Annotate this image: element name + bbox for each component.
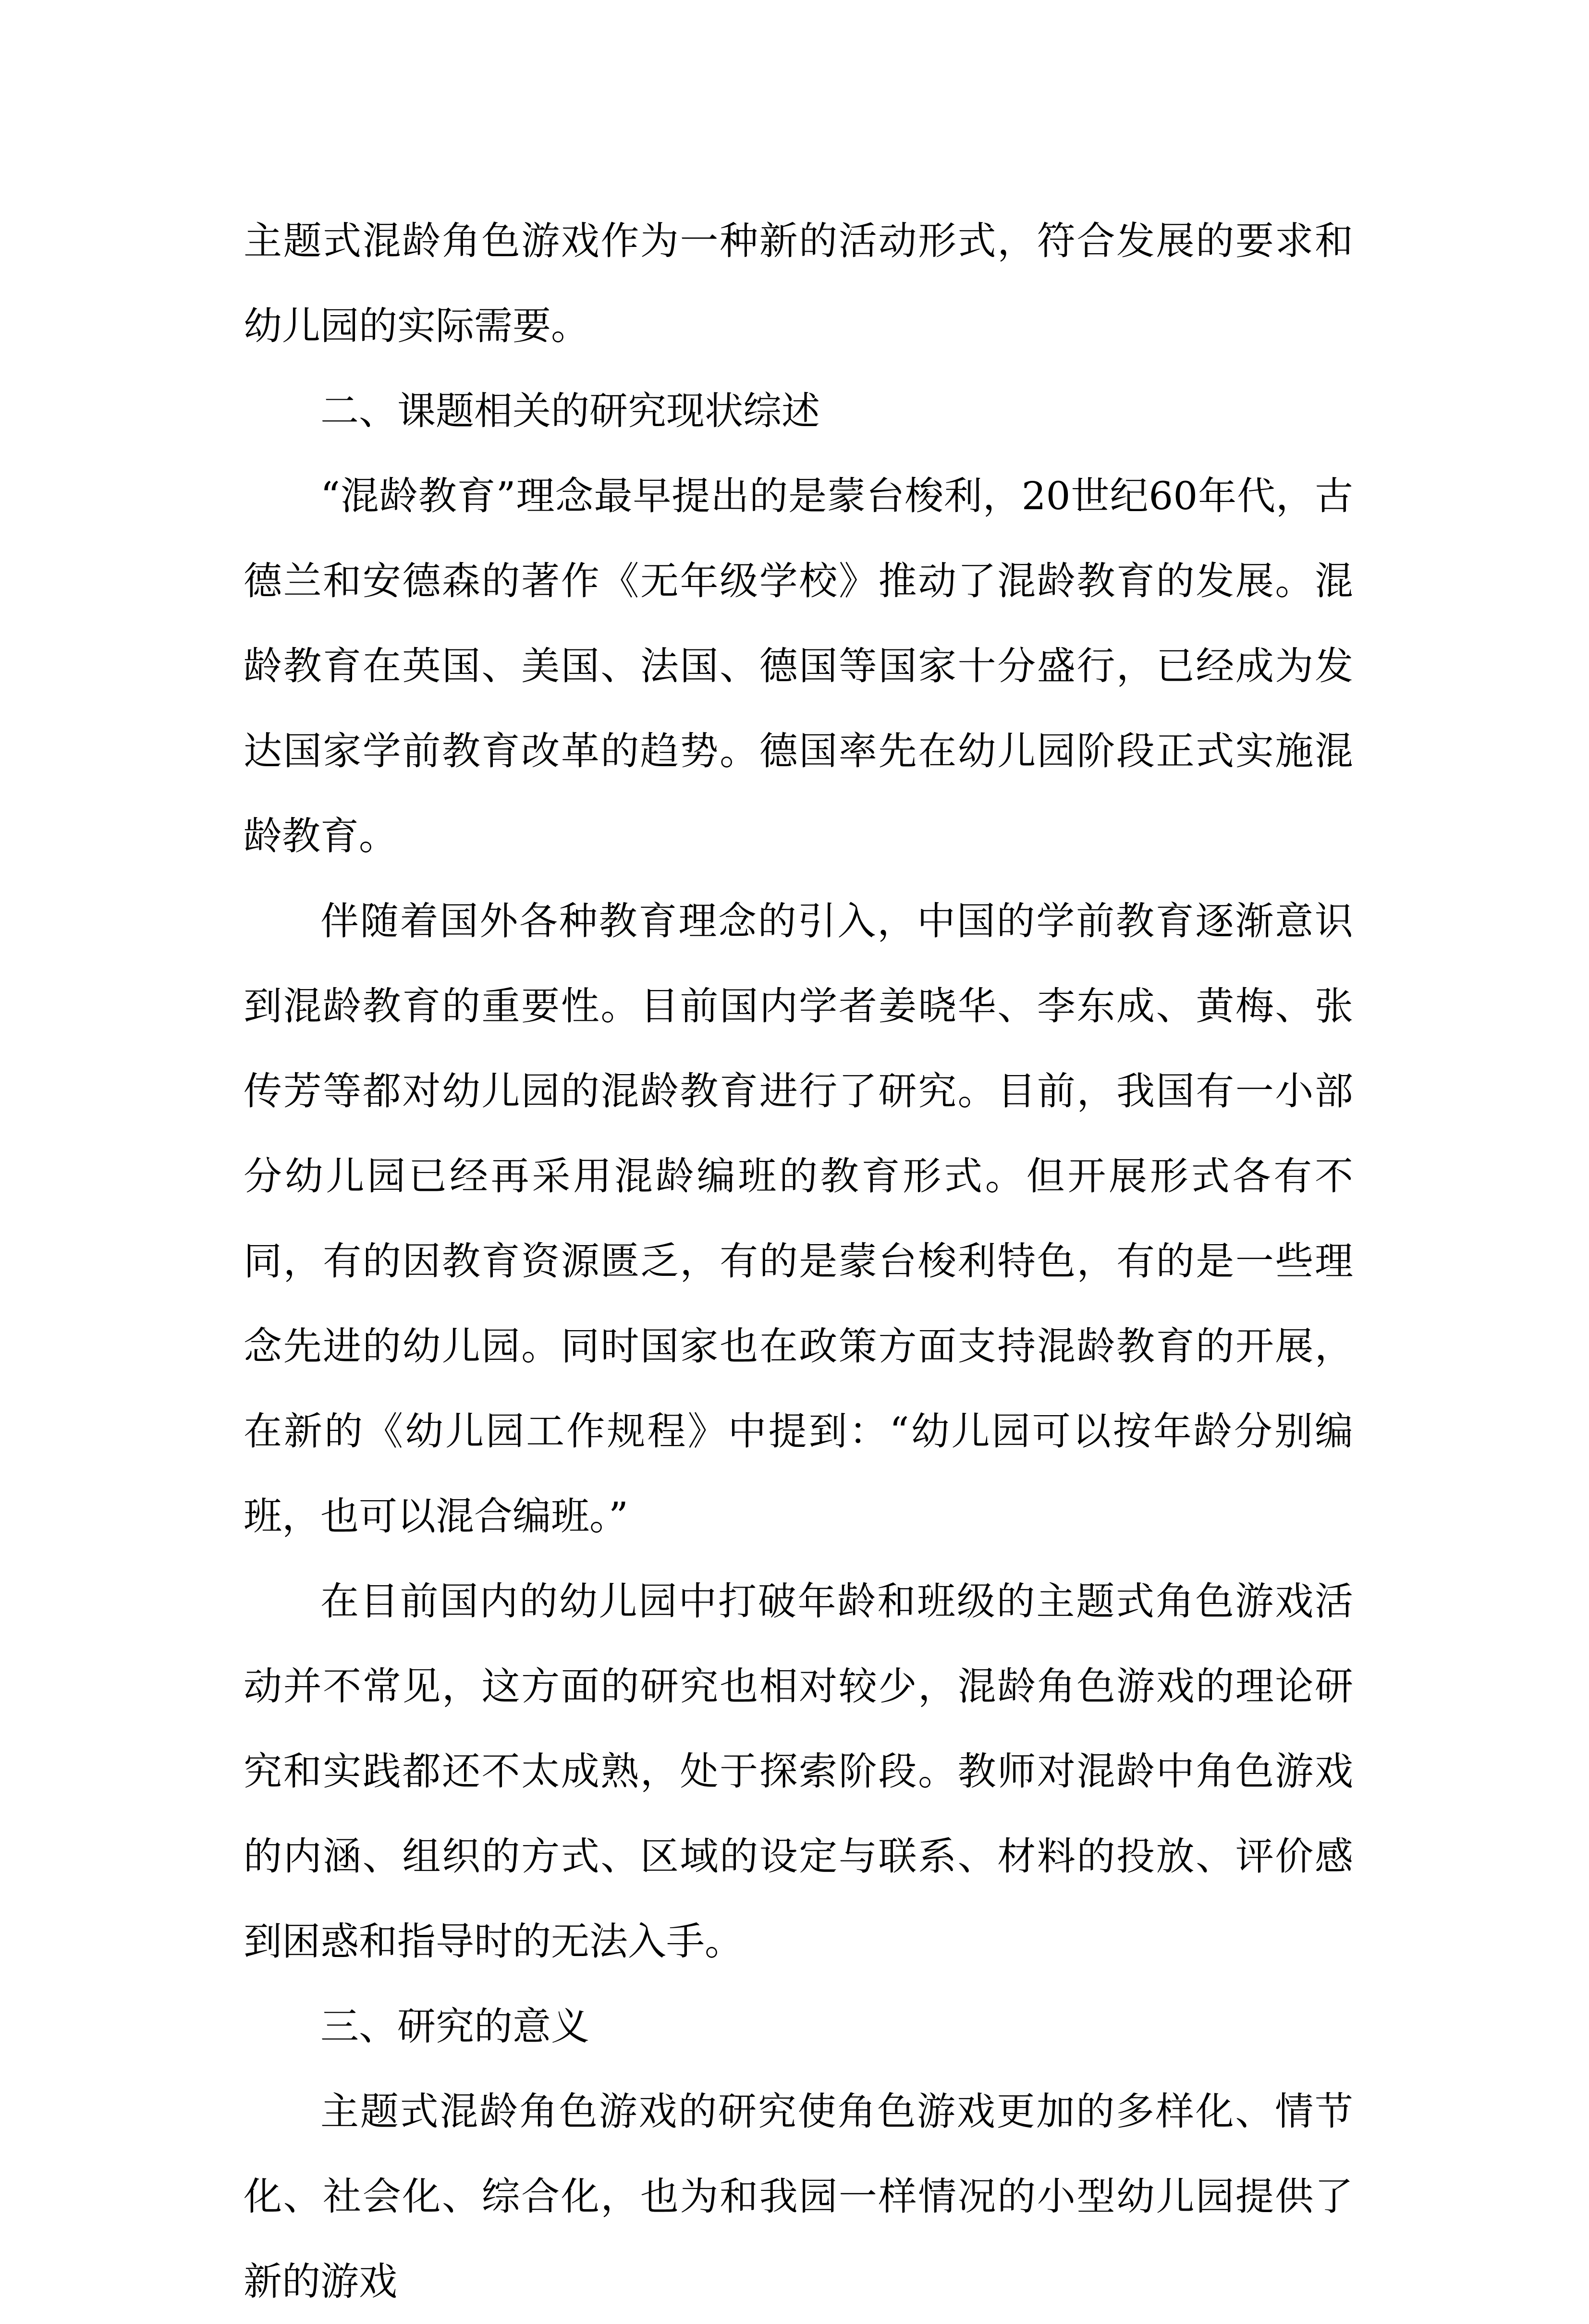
paragraph-mixed-age-origin: “混龄教育”理念最早提出的是蒙台梭利，20世纪60年代，古德兰和安德森的著作《无年级学校》推动了混龄教育的发展。混龄教育在英国、美国、法国、德国等国家十分盛行，已经成为发达国家学前教育改革的趋势。德国率先在幼儿园阶段正式实施混龄教育。 — [244, 474, 1353, 858]
section-heading-2: 二、课题相关的研究现状综述 — [320, 389, 820, 433]
section-heading-3: 三、研究的意义 — [320, 2004, 589, 2049]
paragraph-continuation: 主题式混龄角色游戏作为一种新的活动形式，符合发展的要求和幼儿园的实际需要。 — [244, 219, 1353, 348]
paragraph-significance: 主题式混龄角色游戏的研究使角色游戏更加的多样化、情节化、社会化、综合化，也为和我园一样情况的小型幼儿园提供了新的游戏 — [244, 2089, 1353, 2304]
document-body — [244, 198, 1353, 2324]
paragraph-domestic-research: 伴随着国外各种教育理念的引入，中国的学前教育逐渐意识到混龄教育的重要性。目前国内学者姜晓华、李东成、黄梅、张传芳等都对幼儿园的混龄教育进行了研究。目前，我国有一小部分幼儿园已经再采用混龄编班的教育形式。但开展形式各有不同，有的因教育资源匮乏，有的是蒙台梭利特色，有的是一些理念先进的幼儿园。同时国家也在政策方面支持混龄教育的开展，在新的《幼儿园工作规程》中提到：“幼儿园可以按年龄分别编班，也可以混合编班。” — [244, 899, 1353, 1539]
paragraph-current-status: 在目前国内的幼儿园中打破年龄和班级的主题式角色游戏活动并不常见，这方面的研究也相对较少，混龄角色游戏的理论研究和实践都还不太成熟，处于探索阶段。教师对混龄中角色游戏的内涵、组织的方式、区域的设定与联系、材料的投放、评价感到困惑和指导时的无法入手。 — [244, 1579, 1353, 1964]
